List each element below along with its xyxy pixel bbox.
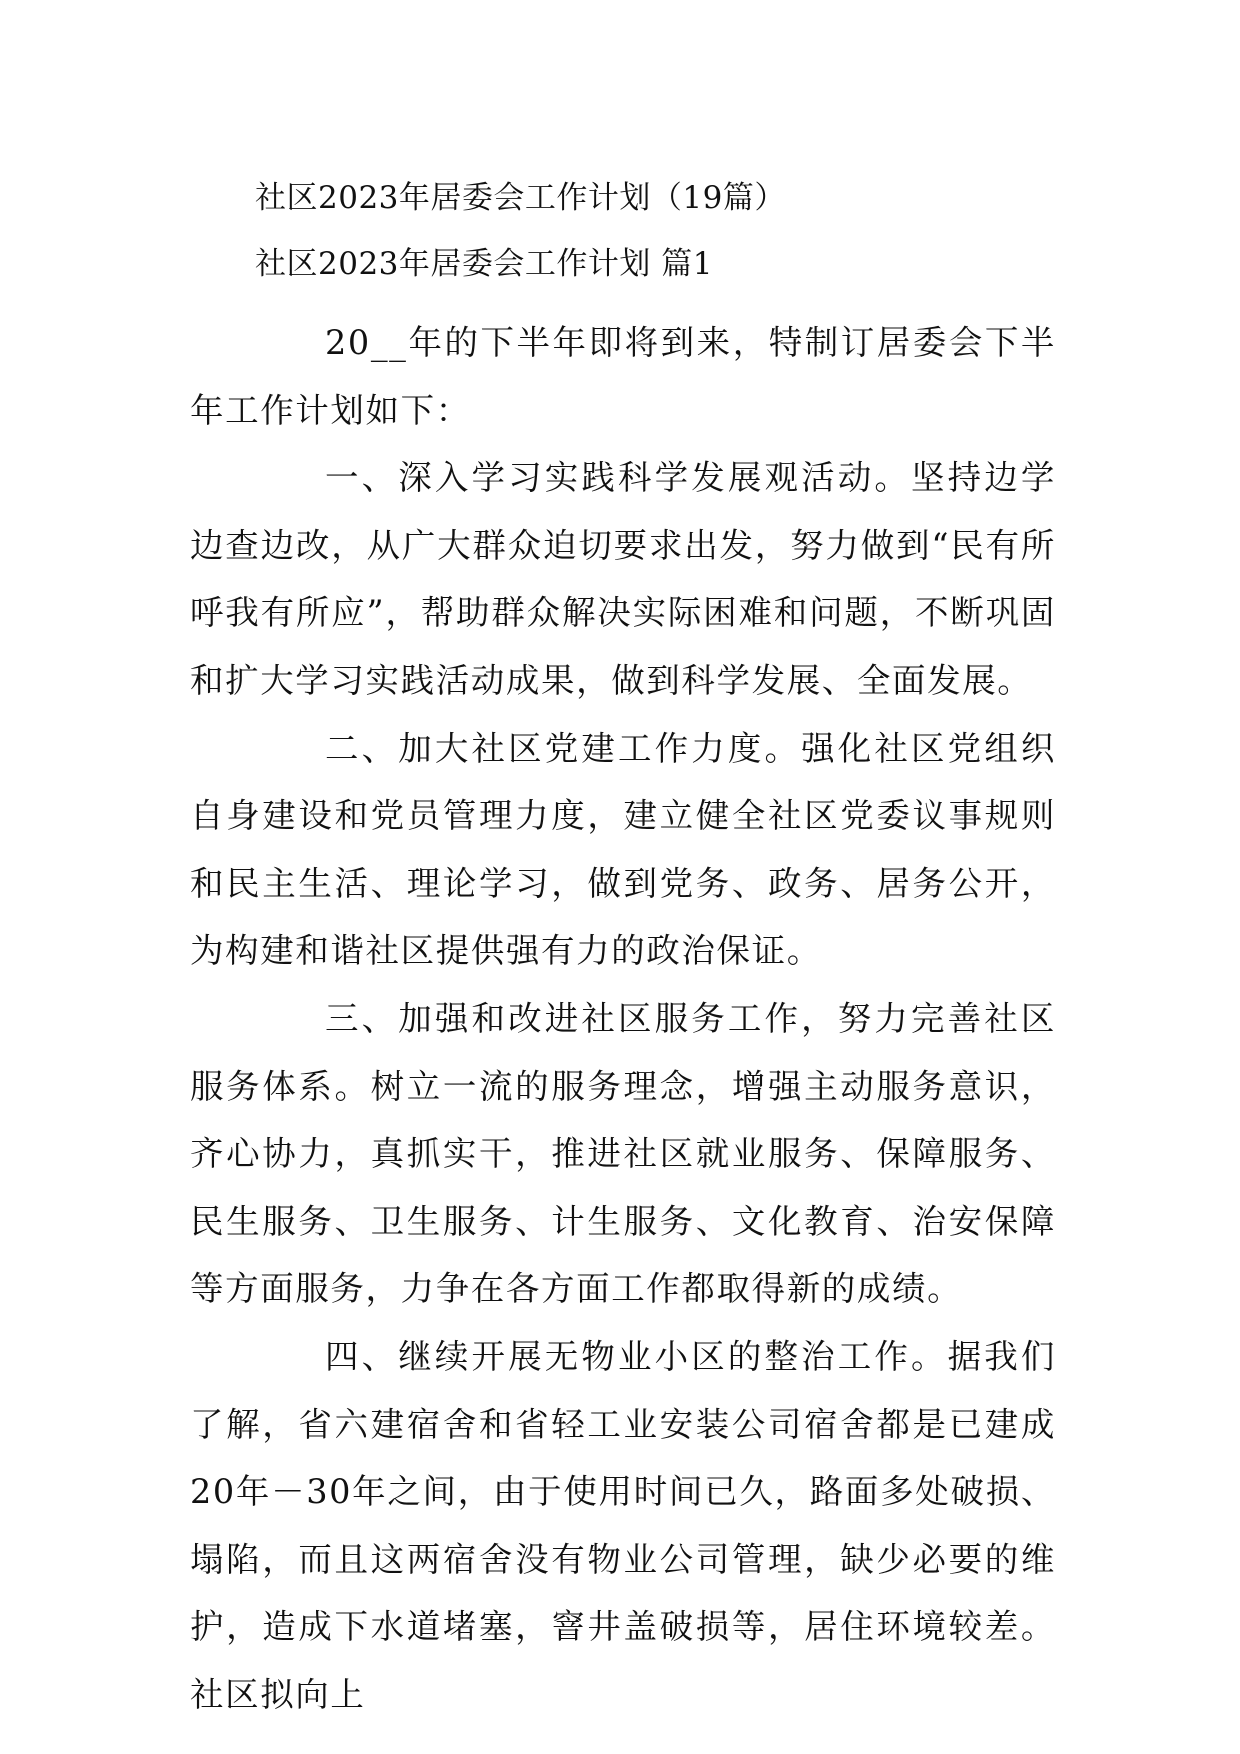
paragraph-item-3: 三、加强和改进社区服务工作，努力完善社区服务体系。树立一流的服务理念，增强主动服务意识，齐心协力，真抓实干，推进社区就业服务、保障服务、民生服务、卫生服务、计生服务、文化教育、治安保障等方面服务，力争在各方面工作都取得新的成绩。 [190, 998, 1056, 1309]
document-body [190, 309, 1056, 1728]
paragraph-intro: 20__年的下半年即将到来，特制订居委会下半年工作计划如下： [190, 323, 1056, 430]
document-title: 社区2023年居委会工作计划（19篇） [255, 180, 786, 216]
section-heading: 社区2023年居委会工作计划 篇1 [255, 246, 713, 282]
paragraph-item-2: 二、加大社区党建工作力度。强化社区党组织自身建设和党员管理力度，建立健全社区党委议事规则和民主生活、理论学习，做到党务、政务、居务公开，为构建和谐社区提供强有力的政治保证。 [190, 728, 1056, 971]
paragraph-item-4: 四、继续开展无物业小区的整治工作。据我们了解，省六建宿舍和省轻工业安装公司宿舍都是已建成20年－30年之间，由于使用时间已久，路面多处破损、塌陷，而且这两宿舍没有物业公司管理，缺少必要的维护，造成下水道堵塞，窨井盖破损等，居住环境较差。社区拟向上 [190, 1336, 1056, 1714]
paragraph-item-1: 一、深入学习实践科学发展观活动。坚持边学边查边改，从广大群众迫切要求出发，努力做到“民有所呼我有所应”，帮助群众解决实际困难和问题，不断巩固和扩大学习实践活动成果，做到科学发展、全面发展。 [190, 458, 1056, 700]
